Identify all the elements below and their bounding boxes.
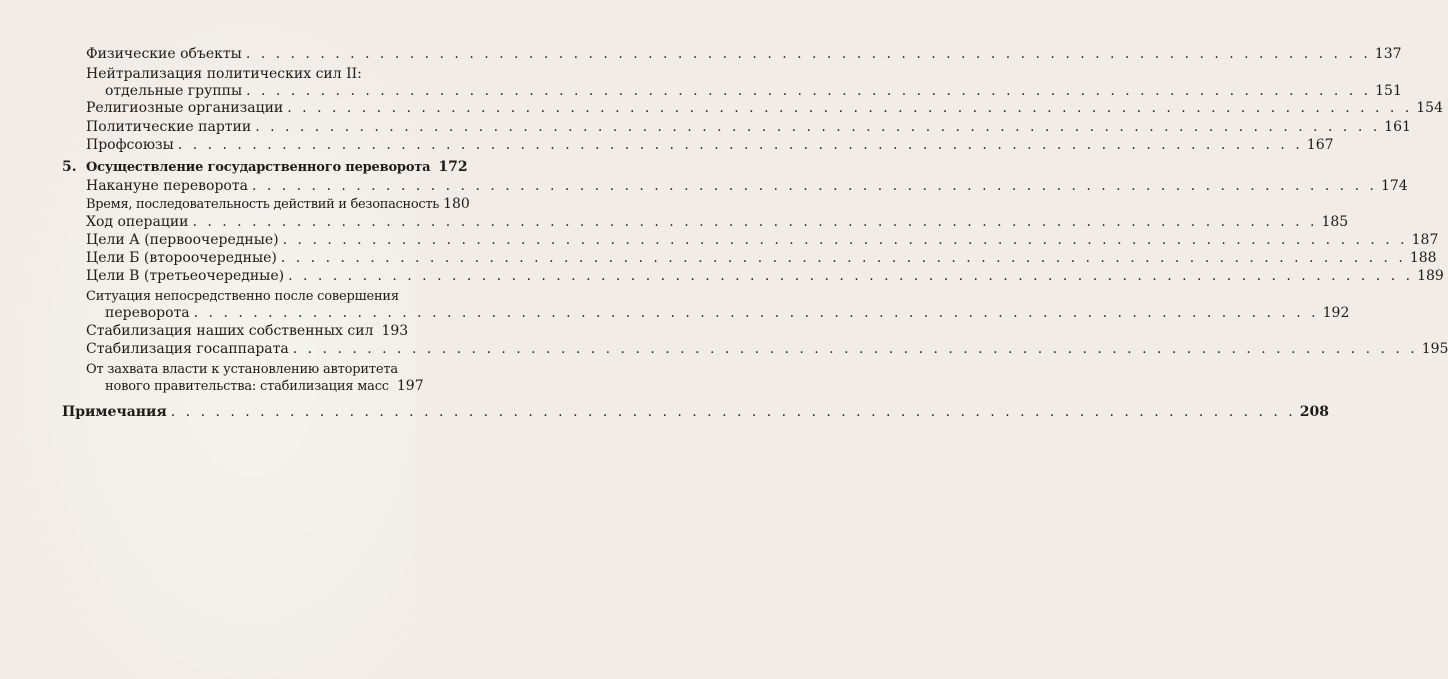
toc-entry-title: Физические объекты — [86, 46, 242, 62]
toc-entry-page: 180 — [443, 196, 470, 212]
toc-entry-neutralization[interactable] — [105, 83, 1402, 99]
toc-chapter-5[interactable] — [62, 159, 468, 176]
leader-dots — [246, 83, 1371, 99]
leader-dots — [171, 404, 1296, 420]
leader-dots — [252, 178, 1377, 194]
toc-entry-post-coup-line1[interactable] — [86, 288, 398, 305]
toc-entry-page: 195 — [1421, 341, 1448, 357]
toc-entry-eve-of-coup[interactable] — [86, 178, 1408, 194]
leader-dots — [288, 268, 1413, 284]
leader-dots — [194, 305, 1319, 321]
toc-entry-title: Примечания — [62, 404, 167, 420]
toc-entry-page: 154 — [1416, 100, 1443, 116]
toc-entry-page: 192 — [1322, 305, 1350, 321]
toc-entry-title: Религиозные организации — [86, 100, 284, 116]
toc-entry-neutralization-line1[interactable] — [86, 66, 398, 82]
toc-entry-title: Цели А (первоочередные) — [86, 232, 279, 248]
toc-entry-title: Время, последовательность действий и безопасность — [86, 197, 440, 212]
toc-entry-political-parties[interactable] — [86, 119, 1411, 135]
chapter-number: 5. — [62, 159, 77, 175]
leader-dots — [281, 250, 1406, 266]
toc-entry-title: Цели Б (второочередные) — [86, 250, 277, 266]
toc-chapter-label — [62, 159, 430, 176]
leader-dots — [283, 232, 1408, 248]
toc-entry-page: 172 — [438, 159, 468, 175]
leader-dots — [192, 214, 1317, 230]
toc-entry-page: 151 — [1375, 83, 1402, 99]
toc-entry-page: 188 — [1409, 250, 1437, 266]
toc-entry-title: нового правительства: стабилизация масс — [105, 379, 389, 394]
toc-entry-trade-unions[interactable] — [86, 137, 1334, 153]
toc-entry-title: отдельные группы — [105, 83, 243, 99]
toc-entry-religious-organizations[interactable] — [86, 100, 1443, 116]
toc-entry-timing-security[interactable] — [86, 196, 470, 213]
toc-entry-operation-course[interactable] — [86, 214, 1349, 230]
toc-entry-authority[interactable] — [105, 378, 424, 395]
toc-entry-title: Осуществление государственного переворота — [86, 160, 431, 175]
toc-entry-title: Стабилизация госаппарата — [86, 341, 289, 357]
toc-entry-page: 161 — [1384, 119, 1411, 135]
toc-entry-page: 208 — [1299, 404, 1329, 420]
toc-entry-title: Ход операции — [86, 214, 189, 230]
toc-entry-post-coup[interactable] — [105, 305, 1350, 321]
toc-entry-stabilize-state-apparatus[interactable] — [86, 341, 1448, 357]
toc-entry-title-line1: Ситуация непосредственно после совершения — [86, 289, 399, 304]
toc-entry-title: Политические партии — [86, 119, 252, 135]
toc-entry-title-line1: Нейтрализация политических сил II: — [86, 66, 362, 82]
toc-entry-page: 187 — [1411, 232, 1439, 248]
toc-entry-page: 189 — [1417, 268, 1444, 284]
toc-entry-page: 185 — [1321, 214, 1349, 230]
toc-entry-title: Стабилизация наших собственных сил — [86, 323, 374, 339]
toc-entry-page: 174 — [1380, 178, 1408, 194]
toc-notes[interactable] — [62, 404, 1329, 420]
toc-entry-physical-objects[interactable] — [86, 46, 1402, 62]
toc-entry-targets-a[interactable] — [86, 232, 1439, 248]
toc-entry-authority-line1[interactable] — [86, 361, 398, 378]
toc-entry-title: переворота — [105, 305, 190, 321]
toc-entry-targets-b[interactable] — [86, 250, 1437, 266]
toc-entry-title: Накануне переворота — [86, 178, 248, 194]
toc-entry-title-line1: От захвата власти к установлению авторитета — [86, 362, 398, 377]
toc-entry-page: 137 — [1374, 46, 1402, 62]
leader-dots — [178, 137, 1303, 153]
toc-entry-targets-v[interactable] — [86, 268, 1444, 284]
leader-dots — [293, 341, 1418, 357]
leader-dots — [287, 100, 1412, 116]
toc-entry-title: Профсоюзы — [86, 137, 174, 153]
toc-entry-stabilize-own-forces[interactable] — [86, 323, 409, 339]
toc-entry-page: 197 — [396, 378, 424, 394]
leader-dots — [255, 119, 1380, 135]
leader-dots — [246, 46, 1371, 62]
toc-entry-page: 193 — [381, 323, 409, 339]
toc-entry-title: Цели В (третьеочередные) — [86, 268, 285, 284]
toc-entry-page: 167 — [1306, 137, 1334, 153]
